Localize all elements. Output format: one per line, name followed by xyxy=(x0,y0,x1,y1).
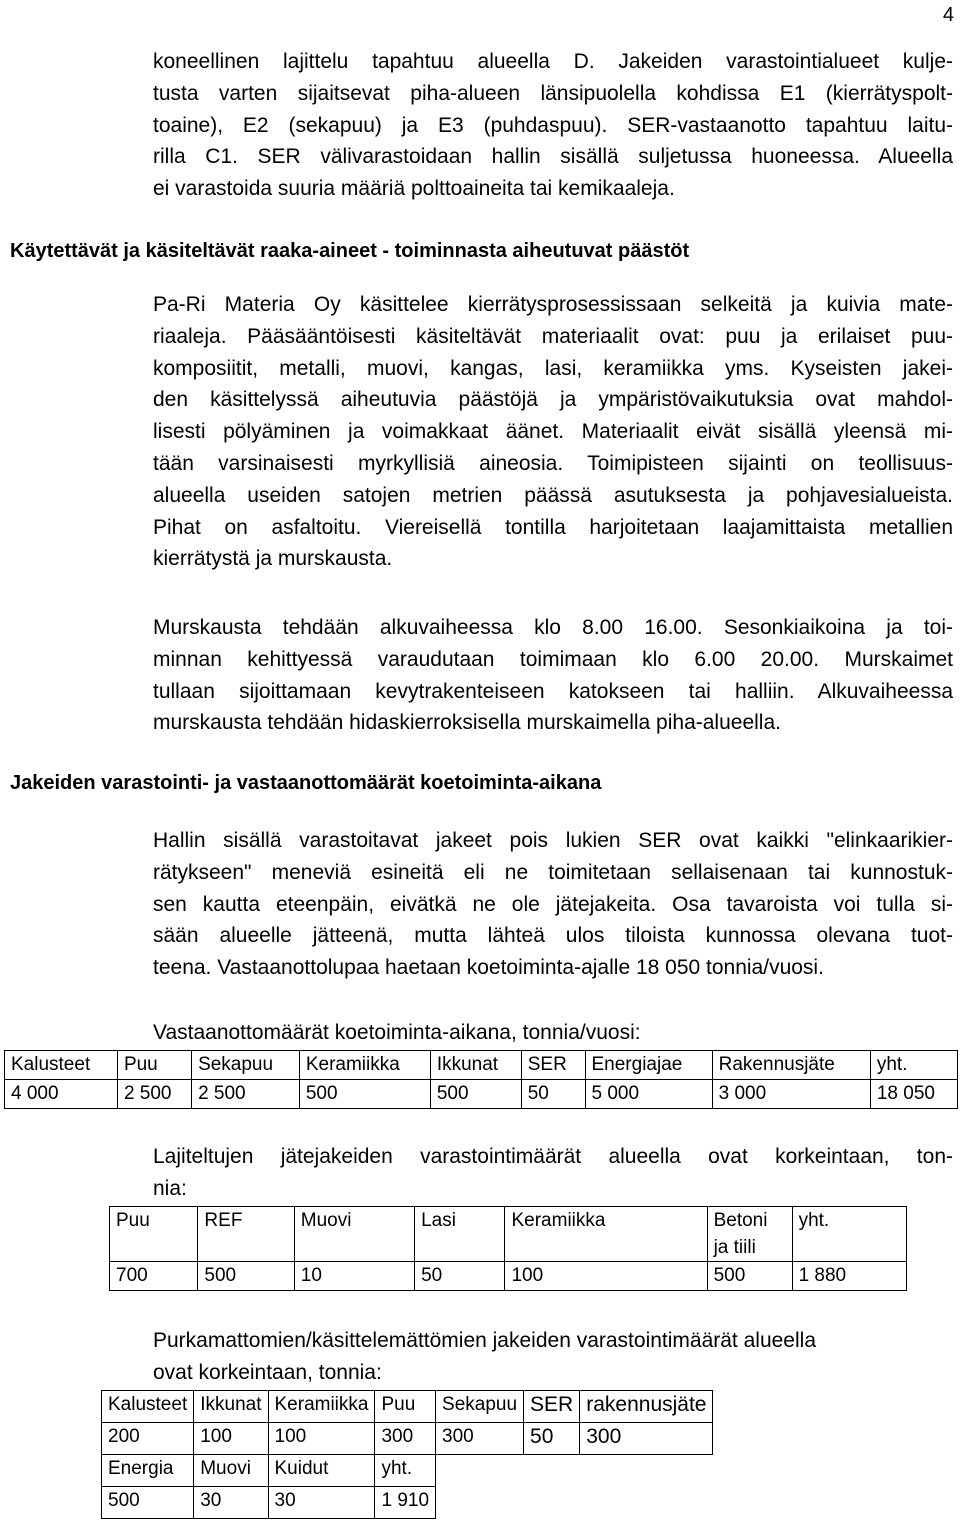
table-header-cell: Keramiikka xyxy=(268,1391,375,1423)
table-cell: 1 880 xyxy=(792,1262,906,1291)
text-line: Hallin sisällä varastoitavat jakeet pois lukien SER ovat kaikki "elinkaarikier- xyxy=(153,829,953,852)
table-header-cell: Muovi xyxy=(194,1455,268,1487)
table2-caption xyxy=(153,1141,953,1205)
sorted-waste-table xyxy=(109,1206,907,1291)
table-header-cell: Keramiikka xyxy=(299,1051,430,1080)
table-cell: 2 500 xyxy=(117,1080,191,1109)
text-line: sen kautta eteenpäin, eivätkä ne ole jätejakeita. Osa tavaroista voi tulla si- xyxy=(153,892,953,916)
table-cell: 3 000 xyxy=(712,1080,870,1109)
table-header-cell: SER xyxy=(521,1051,585,1080)
storage-paragraph xyxy=(153,825,953,984)
table-cell: 100 xyxy=(268,1423,375,1455)
table-row xyxy=(102,1455,713,1487)
text-line: tullaan sijoittamaan kevytrakenteiseen katokseen tai halliin. Alkuvaiheessa xyxy=(153,679,953,703)
table-cell: 700 xyxy=(110,1262,198,1291)
table-cell: 5 000 xyxy=(585,1080,712,1109)
text-line: komposiitit, metalli, muovi, kangas, lasi, keramiikka yms. Kyseisten jakei- xyxy=(153,356,953,380)
text-line: teena. Vastaanottolupaa haetaan koetoiminta-ajalle 18 050 tonnia/vuosi. xyxy=(153,956,824,980)
empty-cell xyxy=(580,1487,713,1519)
table-cell: 300 xyxy=(580,1423,713,1455)
table-cell: 50 xyxy=(415,1262,505,1291)
text-line: ei varastoida suuria määriä polttoaineita tai kemikaaleja. xyxy=(153,177,675,201)
table-header-cell: yht. xyxy=(375,1455,436,1487)
table-header-cell: Puu xyxy=(110,1207,198,1262)
table-header-cell: Energia xyxy=(102,1455,194,1487)
text-line: ovat korkeintaan, tonnia: xyxy=(153,1360,382,1384)
table-row xyxy=(102,1487,713,1519)
text-line: rilla C1. SER välivarastoidaan hallin sisällä suljetussa huoneessa. Alueella xyxy=(153,145,953,169)
table-cell: 18 050 xyxy=(870,1080,957,1109)
crushing-paragraph xyxy=(153,612,953,739)
table-header-cell: Kalusteet xyxy=(102,1391,194,1423)
table-row xyxy=(110,1262,907,1291)
table-header-cell: Ikkunat xyxy=(194,1391,268,1423)
table-header-cell: Rakennusjäte xyxy=(712,1051,870,1080)
table-cell: 100 xyxy=(505,1262,707,1291)
table-cell: 50 xyxy=(524,1423,580,1455)
table-cell: 200 xyxy=(102,1423,194,1455)
table-header-cell: Puu xyxy=(117,1051,191,1080)
text-line: kierrätystä ja murskausta. xyxy=(153,547,393,571)
table-cell: 100 xyxy=(194,1423,268,1455)
page-number: 4 xyxy=(942,4,954,26)
text-line: Lajiteltujen jätejakeiden varastointimäärät alueella ovat korkeintaan, ton- xyxy=(153,1145,953,1168)
table-cell: 50 xyxy=(521,1080,585,1109)
table-cell: 300 xyxy=(436,1423,524,1455)
table-header-cell: Keramiikka xyxy=(505,1207,707,1262)
table-cell: 500 xyxy=(707,1262,792,1291)
table-header-cell: SER xyxy=(524,1391,580,1423)
table-header-cell: Ikkunat xyxy=(430,1051,521,1080)
text-line: minnan kehittyessä varaudutaan toimimaan klo 6.00 20.00. Murskaimet xyxy=(153,647,953,671)
table-header-cell: yht. xyxy=(870,1051,957,1080)
table1-caption xyxy=(153,1017,953,1049)
table-header-cell: Lasi xyxy=(415,1207,505,1262)
table-header-cell: Muovi xyxy=(294,1207,414,1262)
raw-materials-paragraph xyxy=(153,289,953,575)
text-line: sään alueelle jätteenä, mutta lähteä ulos tiloista kunnossa olevana tuot- xyxy=(153,924,953,948)
table-header-cell: Energiajae xyxy=(585,1051,712,1080)
text-line: den käsittelyssä aiheutuvia päästöjä ja ympäristövaikutuksia ovat mahdol- xyxy=(153,388,953,412)
table-cell: 300 xyxy=(375,1423,436,1455)
empty-cell xyxy=(436,1455,524,1487)
empty-cell xyxy=(524,1487,580,1519)
text-line: murskausta tehdään hidaskierroksisella murskaimella piha-alueella. xyxy=(153,711,781,735)
unprocessed-fractions-table xyxy=(101,1390,713,1519)
text-line: riaaleja. Pääsääntöisesti käsiteltävät materiaalit ovat: puu ja erilaiset puu- xyxy=(153,324,953,348)
table-row xyxy=(110,1207,907,1262)
empty-cell xyxy=(524,1455,580,1487)
table-cell: 500 xyxy=(430,1080,521,1109)
table-header-cell: rakennusjäte xyxy=(580,1391,713,1423)
table-header-cell: Kalusteet xyxy=(5,1051,118,1080)
table-cell: 500 xyxy=(198,1262,294,1291)
text-line: lisesti pölyäminen ja voimakkaat äänet. Materiaalit eivät sisällä yleensä mi- xyxy=(153,420,953,444)
table-cell: 1 910 xyxy=(375,1487,436,1519)
empty-cell xyxy=(436,1487,524,1519)
section-heading-storage: Jakeiden varastointi- ja vastaanottomäärät koetoiminta-aikana xyxy=(10,772,602,794)
text-line: alueella useiden satojen metrien päässä asutuksesta ja pohjavesialueista. xyxy=(153,483,953,507)
table-cell: 10 xyxy=(294,1262,414,1291)
text-line: koneellinen lajittelu tapahtuu alueella D. Jakeiden varastointialueet kulje- xyxy=(153,50,953,73)
reception-amounts-table xyxy=(4,1050,958,1109)
table-header-cell: yht. xyxy=(792,1207,906,1262)
table-header-cell: Puu xyxy=(375,1391,436,1423)
text-line: Pihat on asfaltoitu. Viereisellä tontilla harjoitetaan laajamittaista metallien xyxy=(153,515,953,539)
table-row xyxy=(5,1051,958,1080)
text-line: Pa-Ri Materia Oy käsittelee kierrätysprosessissaan selkeitä ja kuivia mate- xyxy=(153,293,953,316)
table-header-cell: Sekapuu xyxy=(192,1051,300,1080)
table-header-cell: Betoni ja tiili xyxy=(707,1207,792,1262)
text-line: Murskausta tehdään alkuvaiheessa klo 8.00 16.00. Sesonkiaikoina ja toi- xyxy=(153,616,953,639)
table-header-cell: Sekapuu xyxy=(436,1391,524,1423)
table-cell: 4 000 xyxy=(5,1080,118,1109)
table-cell: 500 xyxy=(299,1080,430,1109)
text-line: toaine), E2 (sekapuu) ja E3 (puhdaspuu). SER-vastaanotto tapahtuu laitu- xyxy=(153,113,953,137)
text-line: Purkamattomien/käsittelemättömien jakeiden varastointimäärät alueella xyxy=(153,1329,816,1352)
empty-cell xyxy=(580,1455,713,1487)
text-line: Vastaanottomäärät koetoiminta-aikana, tonnia/vuosi: xyxy=(153,1021,641,1044)
table-header-cell: REF xyxy=(198,1207,294,1262)
section-heading-raw-materials: Käytettävät ja käsiteltävät raaka-aineet - toiminnasta aiheutuvat päästöt xyxy=(10,240,690,262)
table-row xyxy=(102,1423,713,1455)
text-line: nia: xyxy=(153,1176,187,1200)
intro-paragraph xyxy=(153,46,953,205)
text-line: rätykseen" meneviä esineitä eli ne toimitetaan sellaisenaan tai kunnostuk- xyxy=(153,860,953,884)
text-line: tään varsinaisesti myrkyllisiä aineosia. Toimipisteen sijainti on teollisuus- xyxy=(153,451,953,475)
table-cell: 30 xyxy=(194,1487,268,1519)
table-cell: 500 xyxy=(102,1487,194,1519)
table-cell: 30 xyxy=(268,1487,375,1519)
table-header-cell: Kuidut xyxy=(268,1455,375,1487)
table-cell: 2 500 xyxy=(192,1080,300,1109)
table3-caption xyxy=(153,1325,953,1389)
table-row xyxy=(102,1391,713,1423)
text-line: tusta varten sijaitsevat piha-alueen länsipuolella kohdissa E1 (kierrätyspolt- xyxy=(153,81,953,105)
table-row xyxy=(5,1080,958,1109)
